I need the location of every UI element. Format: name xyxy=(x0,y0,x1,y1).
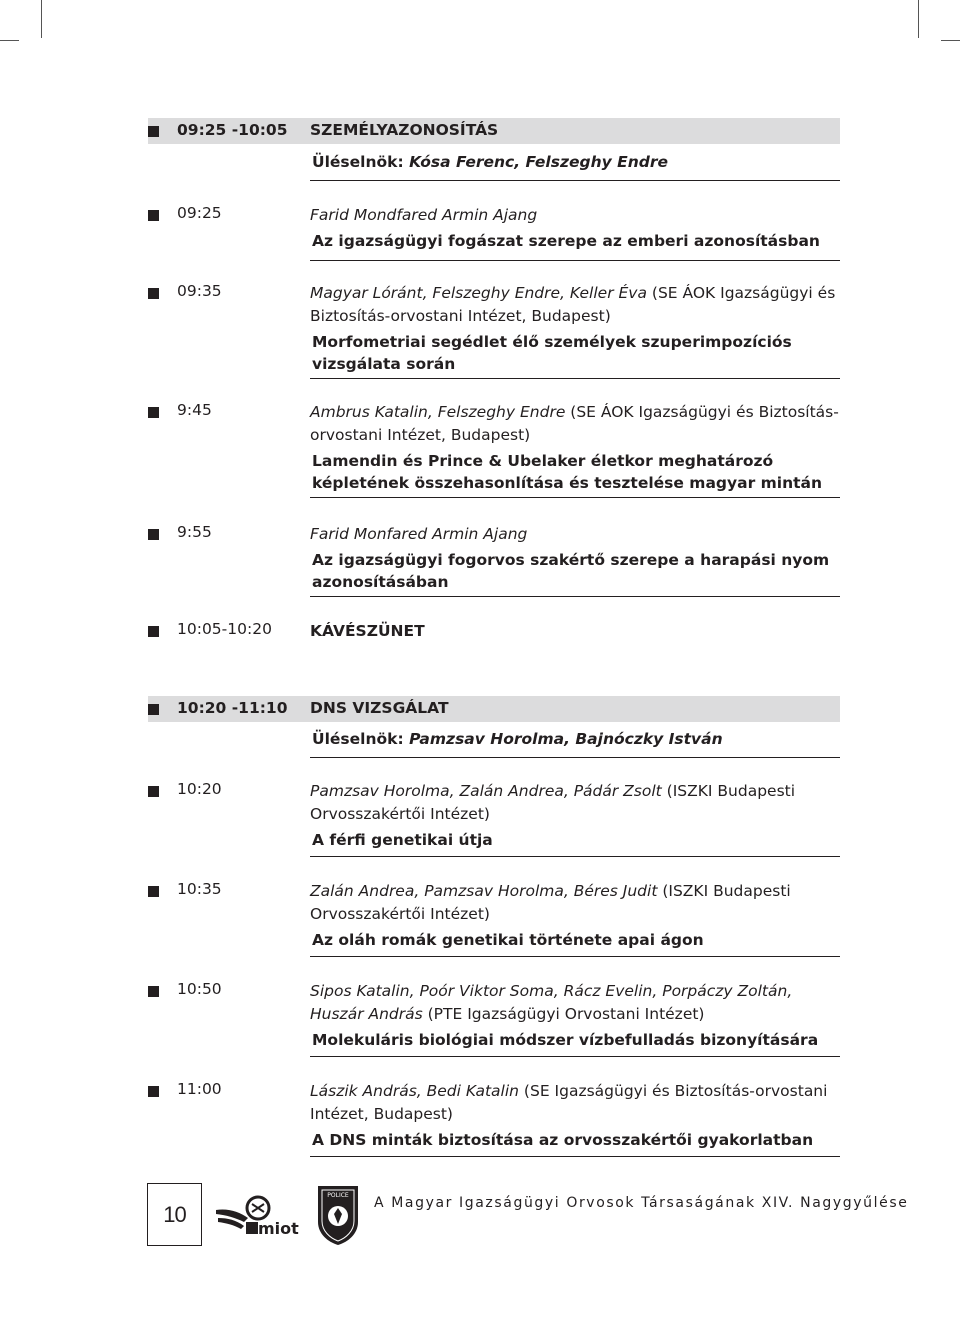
talk-time: 09:25 xyxy=(177,204,222,222)
talk-content xyxy=(310,204,840,252)
session-chair xyxy=(312,730,723,748)
talk-affiliation-cont: Orvosszakértői Intézet) xyxy=(310,905,490,923)
talk-time: 10:20 xyxy=(177,780,222,798)
talk-title: Az oláh romák genetikai története apai ágon xyxy=(312,931,704,949)
crop-mark xyxy=(918,0,919,38)
chair-names: Kósa Ferenc, Felszeghy Endre xyxy=(409,153,668,171)
bullet-icon xyxy=(148,786,159,797)
session-chair xyxy=(312,153,668,171)
talk-title: Az igazságügyi fogászat szerepe az emberi azonosításban xyxy=(312,232,820,250)
talk-title-cont: vizsgálata során xyxy=(312,355,456,373)
miot-logo-icon xyxy=(214,1188,302,1240)
section-time: 10:20 -11:10 xyxy=(177,699,288,717)
talk-time: 11:00 xyxy=(177,1080,222,1098)
separator xyxy=(310,1156,840,1157)
separator xyxy=(310,757,840,758)
talk-title: Morfometriai segédlet élő személyek szuperimpozíciós xyxy=(312,333,792,351)
section-title: DNS VIZSGÁLAT xyxy=(310,699,449,717)
talk-content xyxy=(310,282,840,375)
bullet-icon xyxy=(148,210,159,221)
break-time: 10:05-10:20 xyxy=(177,620,272,638)
chair-label: Üléselnök: xyxy=(312,730,404,748)
talk-content xyxy=(310,780,840,851)
separator xyxy=(310,378,840,379)
talk-affiliation: (ISZKI Budapesti xyxy=(661,782,796,800)
miot-logo-text: miot xyxy=(258,1219,299,1238)
talk-affiliation: (SE Igazságügyi és Biztosítás-orvostani xyxy=(519,1082,828,1100)
talk-time: 09:35 xyxy=(177,282,222,300)
talk-title-cont: azonosításában xyxy=(312,573,449,591)
talk-authors-cont: Huszár András xyxy=(310,1005,423,1023)
bullet-icon xyxy=(148,529,159,540)
talk-time: 9:55 xyxy=(177,523,212,541)
talk-title: A férfi genetikai útja xyxy=(312,831,493,849)
page-number: 10 xyxy=(147,1183,202,1246)
bullet-icon xyxy=(148,288,159,299)
talk-authors: Zalán Andrea, Pamzsav Horolma, Béres Judit xyxy=(310,882,658,900)
section-header xyxy=(148,118,840,144)
section-header xyxy=(148,696,840,722)
bullet-icon xyxy=(148,407,159,418)
chair-names: Pamzsav Horolma, Bajnóczky István xyxy=(409,730,723,748)
talk-content xyxy=(310,401,840,494)
bullet-icon xyxy=(148,626,159,637)
separator xyxy=(310,596,840,597)
talk-affiliation-cont: Biztosítás-orvostani Intézet, Budapest) xyxy=(310,307,611,325)
talk-content xyxy=(310,1080,840,1151)
talk-title: Az igazságügyi fogorvos szakértő szerepe a harapási nyom xyxy=(312,551,830,569)
crop-mark xyxy=(41,0,42,38)
talk-affiliation: (ISZKI Budapesti xyxy=(657,882,791,900)
chair-label: Üléselnök: xyxy=(312,153,404,171)
talk-authors: Farid Monfared Armin Ajang xyxy=(310,525,528,543)
section-time: 09:25 -10:05 xyxy=(177,121,288,139)
police-badge-icon xyxy=(314,1182,362,1246)
footer-text: A Magyar Igazságügyi Orvosok Társaságának XIV. Nagygyűlése xyxy=(374,1195,909,1211)
talk-authors: Sipos Katalin, Poór Viktor Soma, Rácz Evelin, Porpáczy Zoltán, xyxy=(310,982,793,1000)
talk-affiliation: (PTE Igazságügyi Orvostani Intézet) xyxy=(422,1005,705,1023)
separator xyxy=(310,856,840,857)
talk-time: 10:35 xyxy=(177,880,222,898)
talk-content xyxy=(310,523,840,593)
police-badge-text: POLICE xyxy=(327,1192,349,1199)
talk-title: Lamendin és Prince & Ubelaker életkor meghatározó xyxy=(312,452,774,470)
bullet-icon xyxy=(148,1086,159,1097)
talk-title: Molekuláris biológiai módszer vízbefulladás bizonyítására xyxy=(312,1031,819,1049)
separator xyxy=(310,180,840,181)
talk-affiliation: (SE ÁOK Igazságügyi és xyxy=(646,284,836,302)
talk-authors: Pamzsav Horolma, Zalán Andrea, Pádár Zsolt xyxy=(310,782,662,800)
separator xyxy=(310,956,840,957)
talk-affiliation: (SE ÁOK Igazságügyi és Biztosítás- xyxy=(565,403,839,421)
talk-affiliation-cont: orvostani Intézet, Budapest) xyxy=(310,426,531,444)
talk-title-cont: képletének összehasonlítása és tesztelése magyar mintán xyxy=(312,474,823,492)
talk-content xyxy=(310,980,840,1051)
separator xyxy=(310,1056,840,1057)
talk-affiliation-cont: Intézet, Budapest) xyxy=(310,1105,453,1123)
separator xyxy=(310,260,840,261)
bullet-icon xyxy=(148,986,159,997)
talk-authors: Lászik András, Bedi Katalin xyxy=(310,1082,519,1100)
section-title: SZEMÉLYAZONOSÍTÁS xyxy=(310,121,499,139)
talk-content xyxy=(310,880,840,951)
talk-title: A DNS minták biztosítása az orvosszakértői gyakorlatban xyxy=(312,1131,814,1149)
talk-authors: Farid Mondfared Armin Ajang xyxy=(310,206,538,224)
bullet-icon xyxy=(148,126,159,137)
bullet-icon xyxy=(148,886,159,897)
talk-time: 9:45 xyxy=(177,401,212,419)
talk-authors: Ambrus Katalin, Felszeghy Endre xyxy=(310,403,566,421)
talk-authors: Magyar Lóránt, Felszeghy Endre, Keller Éva xyxy=(310,284,647,302)
crop-mark xyxy=(941,40,960,41)
break-content xyxy=(310,620,840,643)
talk-time: 10:50 xyxy=(177,980,222,998)
separator xyxy=(310,497,840,498)
break-label: KÁVÉSZÜNET xyxy=(310,622,425,640)
talk-affiliation-cont: Orvosszakértői Intézet) xyxy=(310,805,490,823)
bullet-icon xyxy=(148,704,159,715)
crop-mark xyxy=(0,40,19,41)
